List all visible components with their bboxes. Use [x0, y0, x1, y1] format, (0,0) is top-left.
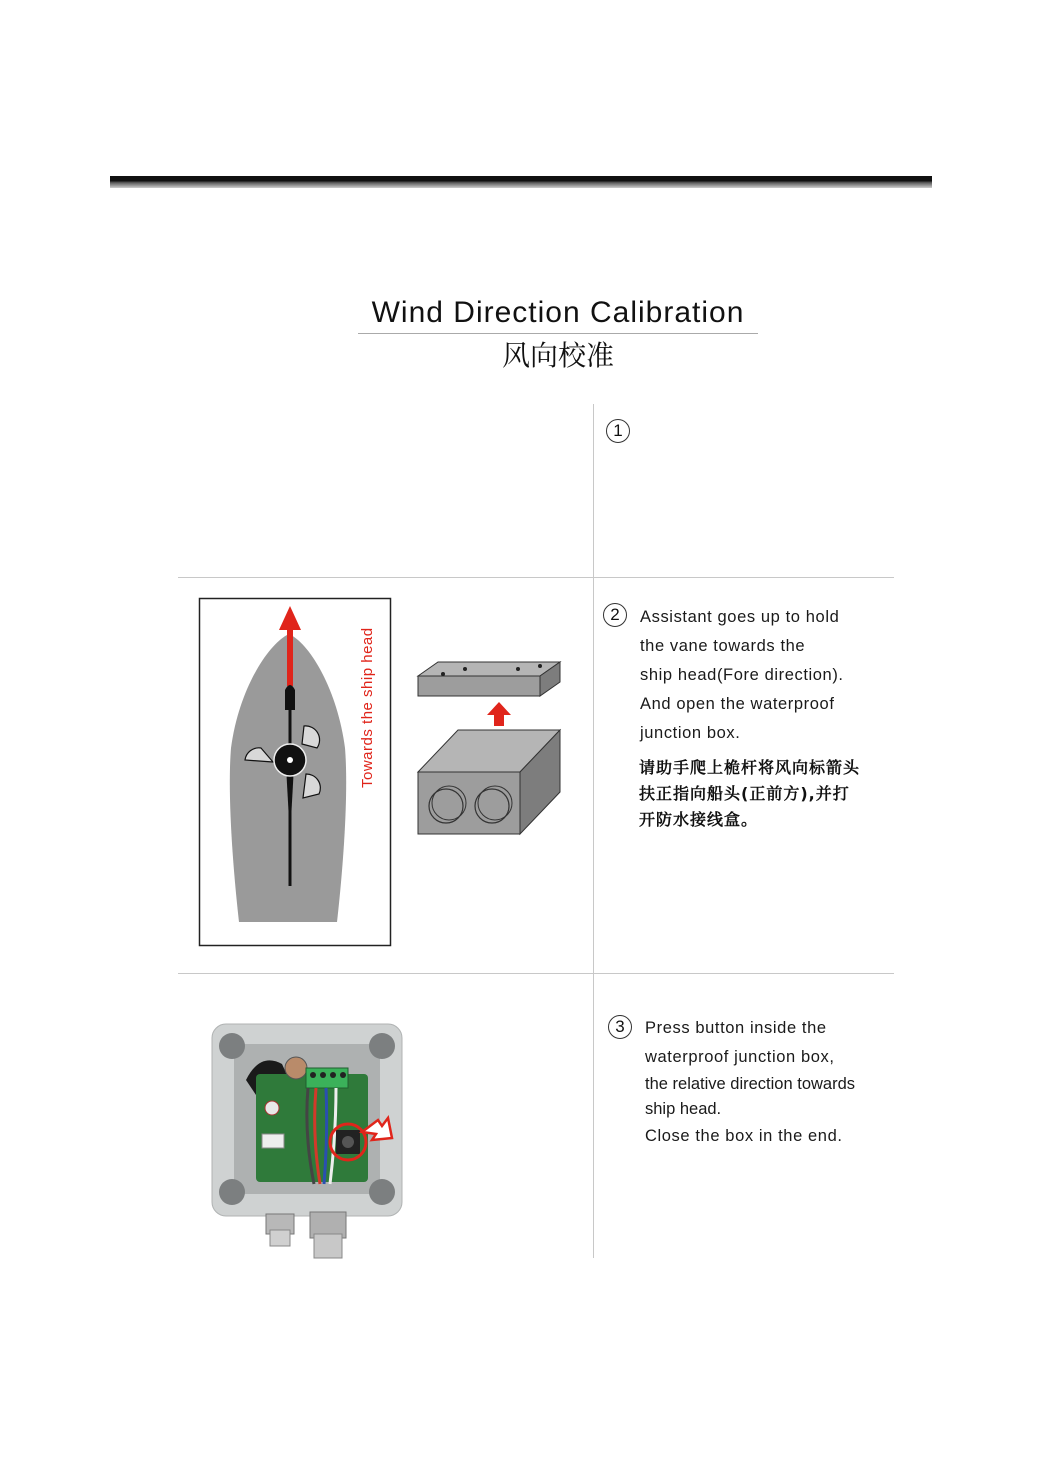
terminal-screw: [330, 1072, 336, 1078]
step-1-number: 1: [606, 419, 630, 443]
step-2-zh-line: 扶正指向船头(正前方),并打: [639, 784, 850, 803]
lid-screw: [441, 672, 445, 676]
header-rule: [110, 176, 932, 188]
corner-hole: [369, 1179, 395, 1205]
column-divider: [593, 404, 594, 1258]
vane-tail: [285, 685, 295, 710]
lid-screw: [516, 667, 520, 671]
ship-vane-figure: [199, 598, 391, 946]
step-2-line: Assistant goes up to hold: [640, 608, 840, 626]
step-2-line: And open the waterproof: [640, 695, 835, 713]
step-2-zh-line: 开防水接线盒。: [639, 810, 759, 829]
step-2-text: [640, 603, 844, 748]
open-arrow: [487, 702, 511, 726]
lid-screw: [538, 664, 542, 668]
step-3-text: [645, 1014, 855, 1151]
push-button-cap: [342, 1136, 354, 1148]
capacitor: [285, 1057, 307, 1079]
terminal-screw: [320, 1072, 326, 1078]
terminal-screw: [340, 1072, 346, 1078]
component: [265, 1101, 279, 1115]
step-3-line: waterproof junction box,: [645, 1048, 835, 1066]
page-title-chinese: 风向校准: [501, 339, 614, 372]
terminal-block: [306, 1068, 348, 1088]
junction-box-figure: [418, 660, 562, 836]
corner-hole: [219, 1033, 245, 1059]
step-2-line: ship head(Fore direction).: [640, 666, 844, 684]
lid-front: [418, 676, 540, 696]
corner-hole: [369, 1033, 395, 1059]
step-3-line: ship head.: [645, 1100, 722, 1118]
vane-hub-center: [287, 757, 293, 763]
gland-body: [314, 1234, 342, 1258]
step-3-line: Close the box in the end.: [645, 1127, 843, 1145]
box-front: [418, 772, 520, 834]
step-2-zh-line: 请助手爬上桅杆将风向标箭头: [639, 758, 861, 777]
step-2-line: junction box.: [640, 724, 741, 742]
corner-hole: [219, 1179, 245, 1205]
step-3-line: Press button inside the: [645, 1019, 827, 1037]
terminal-screw: [310, 1072, 316, 1078]
row-divider-2: [178, 973, 894, 974]
connector: [262, 1134, 284, 1148]
row-divider-1: [178, 577, 894, 578]
step-2-line: the vane towards the: [640, 637, 806, 655]
towards-ship-head-label: Towards the ship head: [359, 627, 376, 788]
step-2-number: 2: [603, 603, 627, 627]
step-3-line: the relative direction towards: [645, 1075, 856, 1093]
gland-body: [270, 1230, 290, 1246]
step-2-text-chinese: [639, 755, 860, 833]
lid-top: [418, 662, 560, 676]
open-junction-box-figure: [212, 1024, 404, 1260]
page-title: Wind Direction Calibration: [371, 296, 745, 329]
step-3-number: 3: [608, 1015, 632, 1039]
lid-screw: [463, 667, 467, 671]
